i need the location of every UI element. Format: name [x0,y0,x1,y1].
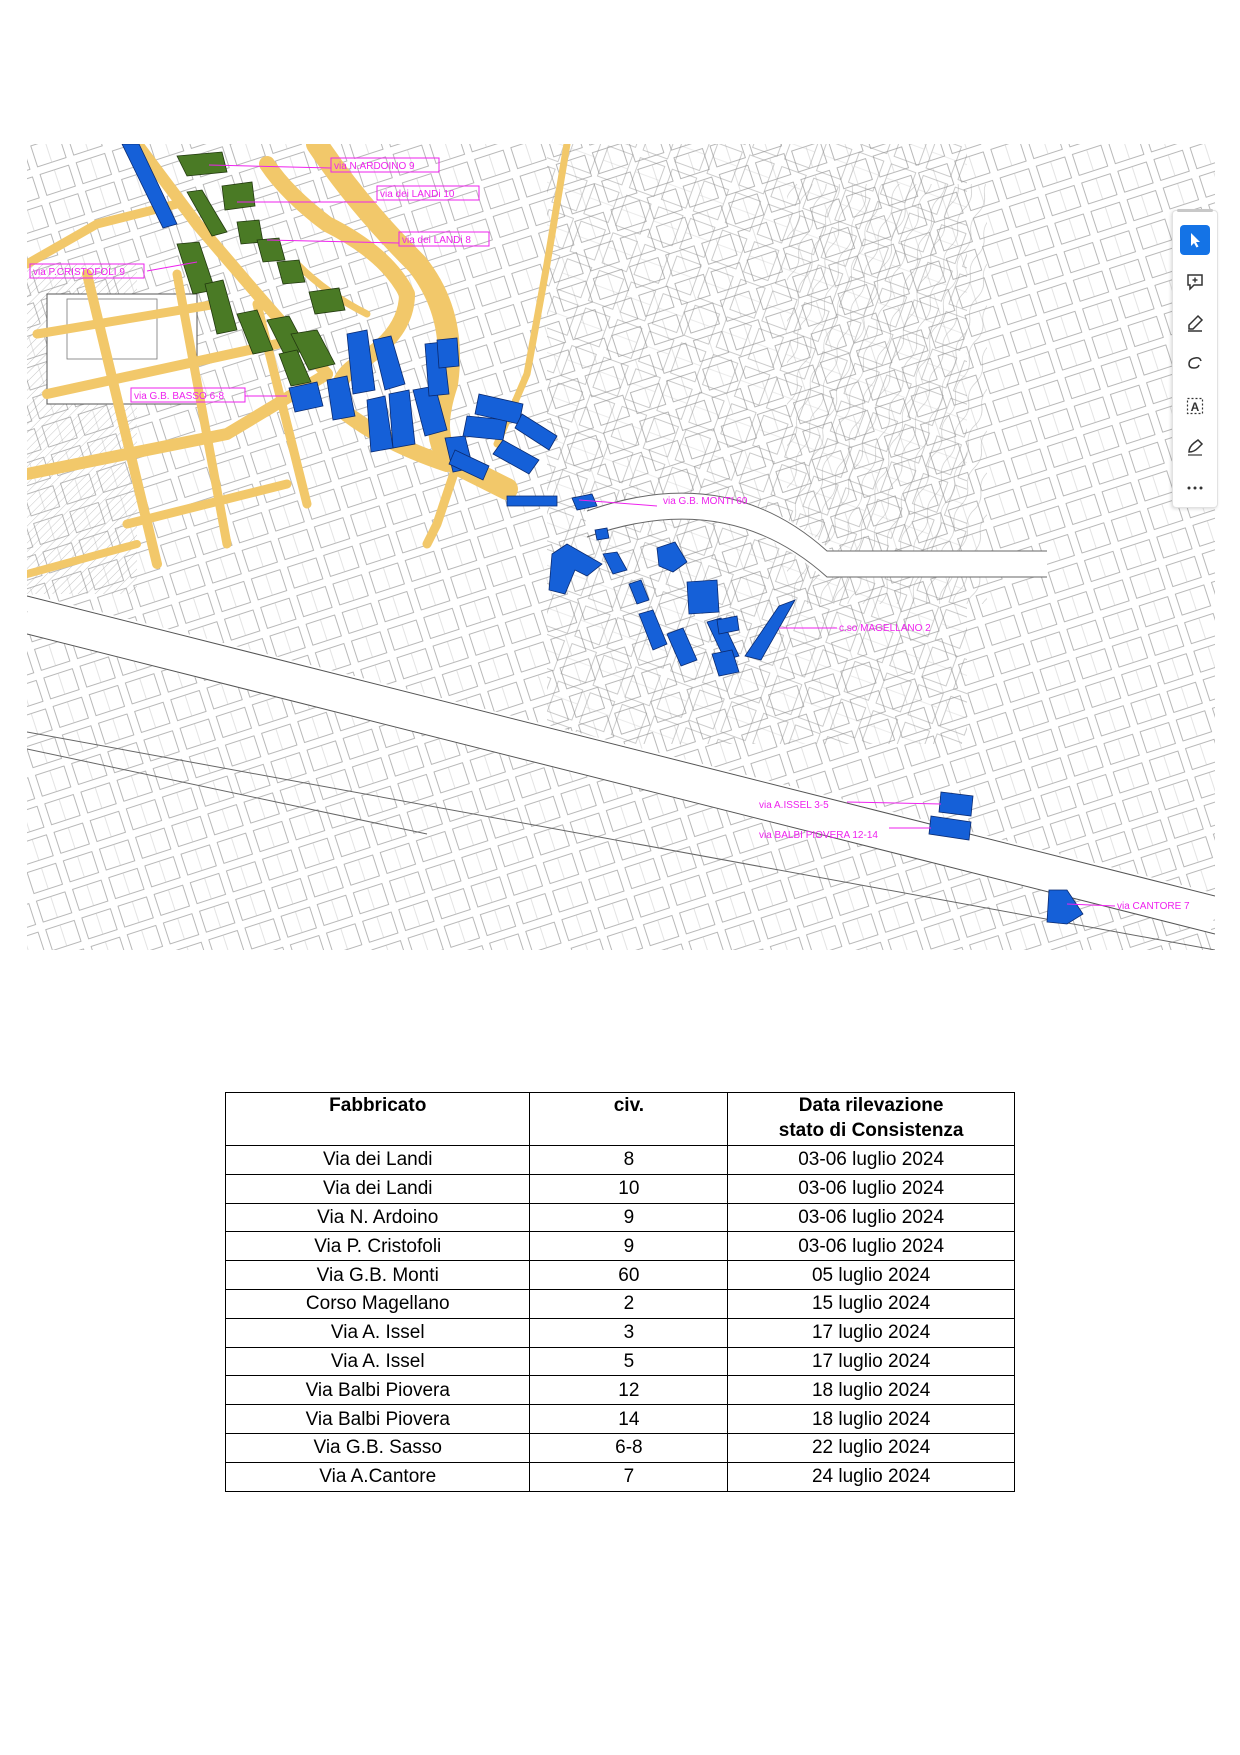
cell-civ: 9 [530,1203,728,1232]
table-row [226,1462,1015,1491]
table-row [226,1347,1015,1376]
cell-fabbricato: Via A. Issel [226,1318,530,1347]
cell-data: 03-06 luglio 2024 [728,1203,1015,1232]
select-tool-icon[interactable] [1180,225,1210,255]
table-row [226,1289,1015,1318]
cell-fabbricato: Via dei Landi [226,1174,530,1203]
draw-freeform-icon[interactable] [1180,349,1210,379]
table-row [226,1203,1015,1232]
more-icon[interactable] [1180,473,1210,503]
site-map [27,144,1215,950]
cell-civ: 14 [530,1405,728,1434]
label-ardoino: via N.ARDOINO 9 [334,161,415,172]
header-data [728,1093,1015,1146]
cell-fabbricato: Via A.Cantore [226,1462,530,1491]
cell-fabbricato: Via dei Landi [226,1146,530,1175]
cell-data: 17 luglio 2024 [728,1347,1015,1376]
cell-fabbricato: Via N. Ardoino [226,1203,530,1232]
cell-fabbricato: Via Balbi Piovera [226,1405,530,1434]
cell-fabbricato: Corso Magellano [226,1289,530,1318]
table-row [226,1174,1015,1203]
sign-icon[interactable] [1180,432,1210,462]
cell-civ: 7 [530,1462,728,1491]
cell-civ: 2 [530,1289,728,1318]
cell-data: 18 luglio 2024 [728,1405,1015,1434]
cell-civ: 8 [530,1146,728,1175]
table-row [226,1405,1015,1434]
text-box-icon[interactable] [1180,391,1210,421]
highlight-pen-icon[interactable] [1180,308,1210,338]
cell-civ: 10 [530,1174,728,1203]
label-cantore: via CANTORE 7 [1117,901,1190,912]
cell-data: 18 luglio 2024 [728,1376,1015,1405]
table-row [226,1261,1015,1290]
header-data-line2: stato di Consistenza [778,1120,964,1141]
label-monti: via G.B. MONTI 60 [663,496,748,507]
header-civ: civ. [530,1093,728,1146]
table-header-row [226,1093,1015,1146]
table-row [226,1232,1015,1261]
toolbar-grip[interactable] [1177,209,1213,212]
cell-data: 05 luglio 2024 [728,1261,1015,1290]
cell-fabbricato: Via A. Issel [226,1347,530,1376]
cell-civ: 9 [530,1232,728,1261]
cell-civ: 60 [530,1261,728,1290]
label-cristofoli: via P.CRISTOFOLI 9 [33,267,125,278]
cell-civ: 6-8 [530,1433,728,1462]
map-drawing [27,144,1215,950]
cell-data: 03-06 luglio 2024 [728,1146,1015,1175]
cell-fabbricato: Via P. Cristofoli [226,1232,530,1261]
cell-data: 24 luglio 2024 [728,1462,1015,1491]
cell-data: 17 luglio 2024 [728,1318,1015,1347]
table-row [226,1433,1015,1462]
header-data-line1: Data rilevazione [798,1095,944,1116]
table-row [226,1146,1015,1175]
label-balbi: via BALBI PIOVERA 12-14 [759,830,878,841]
table-row [226,1376,1015,1405]
cell-data: 03-06 luglio 2024 [728,1232,1015,1261]
add-comment-icon[interactable] [1180,267,1210,297]
table-row [226,1318,1015,1347]
cell-civ: 5 [530,1347,728,1376]
label-magellano: c.so MAGELLANO 2 [839,623,931,634]
cell-data: 22 luglio 2024 [728,1433,1015,1462]
cell-fabbricato: Via Balbi Piovera [226,1376,530,1405]
annotation-toolbar [1172,210,1218,508]
cell-fabbricato: Via G.B. Monti [226,1261,530,1290]
cell-data: 03-06 luglio 2024 [728,1174,1015,1203]
label-landi-10: via dei LANDi 10 [380,189,455,200]
svg-text:A: A [1190,400,1200,414]
header-fabbricato: Fabbricato [226,1093,530,1146]
cell-civ: 3 [530,1318,728,1347]
label-issel: via A.ISSEL 3-5 [759,800,829,811]
survey-table [225,1092,1015,1492]
cell-data: 15 luglio 2024 [728,1289,1015,1318]
cell-fabbricato: Via G.B. Sasso [226,1433,530,1462]
label-basso: via G.B. BASSO 6-8 [134,391,225,402]
cell-civ: 12 [530,1376,728,1405]
label-landi-8: via dei LANDi 8 [402,235,471,246]
